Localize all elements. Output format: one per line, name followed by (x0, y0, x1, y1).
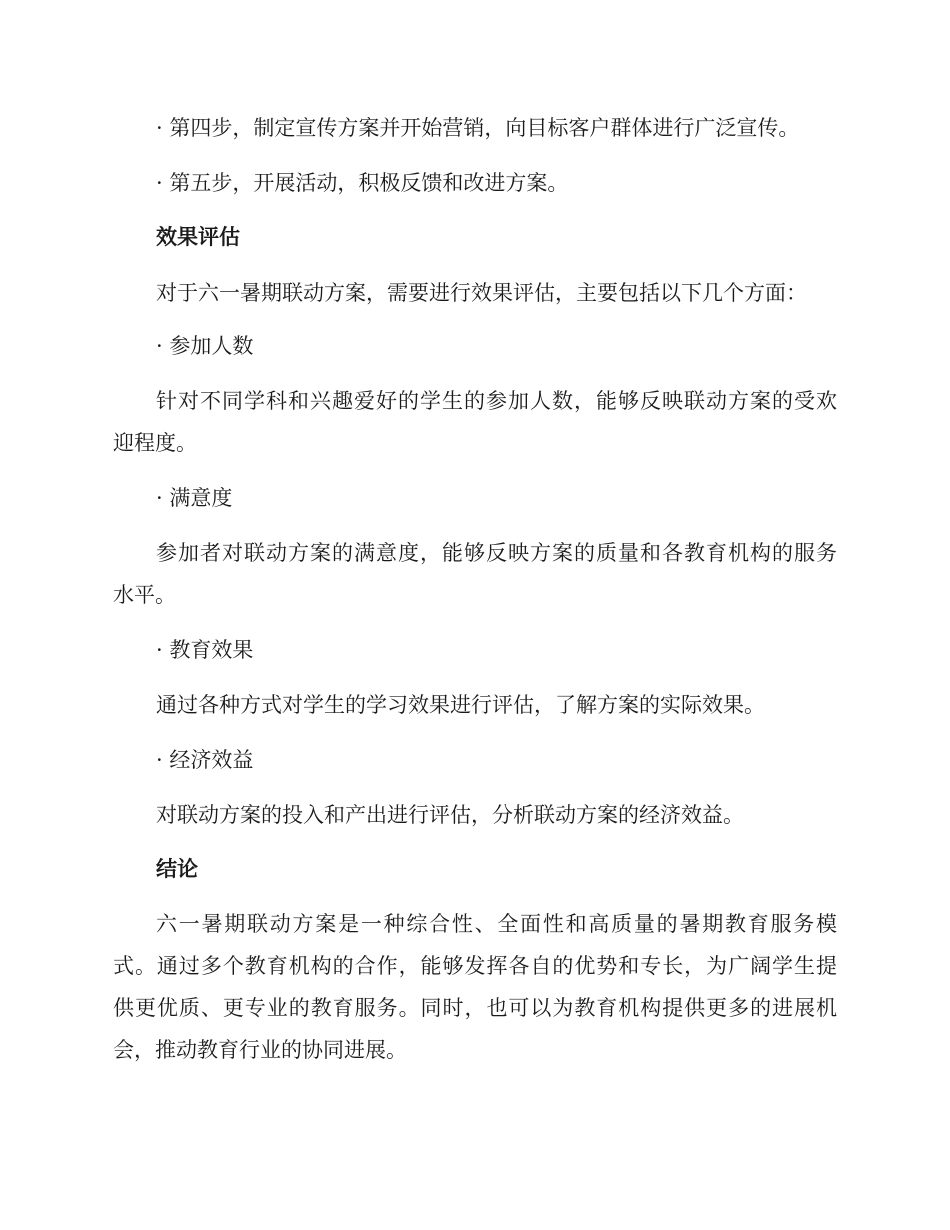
evaluation-intro-paragraph: 对于六一暑期联动方案，需要进行效果评估，主要包括以下几个方面： (156, 281, 807, 305)
step-five-bullet: · 第五步，开展活动，积极反馈和改进方案。 (156, 171, 569, 195)
section-heading-conclusion: 结论 (156, 857, 198, 881)
economic-benefit-paragraph: 对联动方案的投入和产出进行评估，分析联动方案的经济效益。 (156, 803, 744, 827)
paragraph-line: 六一暑期联动方案是一种综合性、全面性和高质量的暑期教育服务模 (156, 912, 837, 936)
paragraph-line: 针对不同学科和兴趣爱好的学生的参加人数，能够反映联动方案的受欢 (156, 389, 837, 413)
paragraph-line: 会，推动教育行业的协同进展。 (113, 1038, 407, 1062)
step-four-bullet: · 第四步，制定宣传方案并开始营销，向目标客户群体进行广泛宣传。 (156, 116, 800, 140)
bullet-economic-benefit: · 经济效益 (156, 748, 254, 772)
paragraph-line: 迎程度。 (113, 431, 197, 455)
section-heading-evaluation: 效果评估 (156, 225, 240, 249)
paragraph-line: 供更优质、更专业的教育服务。同时，也可以为教育机构提供更多的进展机 (113, 996, 837, 1020)
paragraph-line: 参加者对联动方案的满意度，能够反映方案的质量和各教育机构的服务 (156, 541, 837, 565)
education-effect-paragraph: 通过各种方式对学生的学习效果进行评估，了解方案的实际效果。 (156, 693, 765, 717)
bullet-participants: · 参加人数 (156, 334, 254, 358)
paragraph-line: 式。通过多个教育机构的合作，能够发挥各自的优势和专长，为广阔学生提 (113, 954, 837, 978)
bullet-education-effect: · 教育效果 (156, 638, 254, 662)
paragraph-line: 水平。 (113, 583, 176, 607)
bullet-satisfaction: · 满意度 (156, 486, 233, 510)
